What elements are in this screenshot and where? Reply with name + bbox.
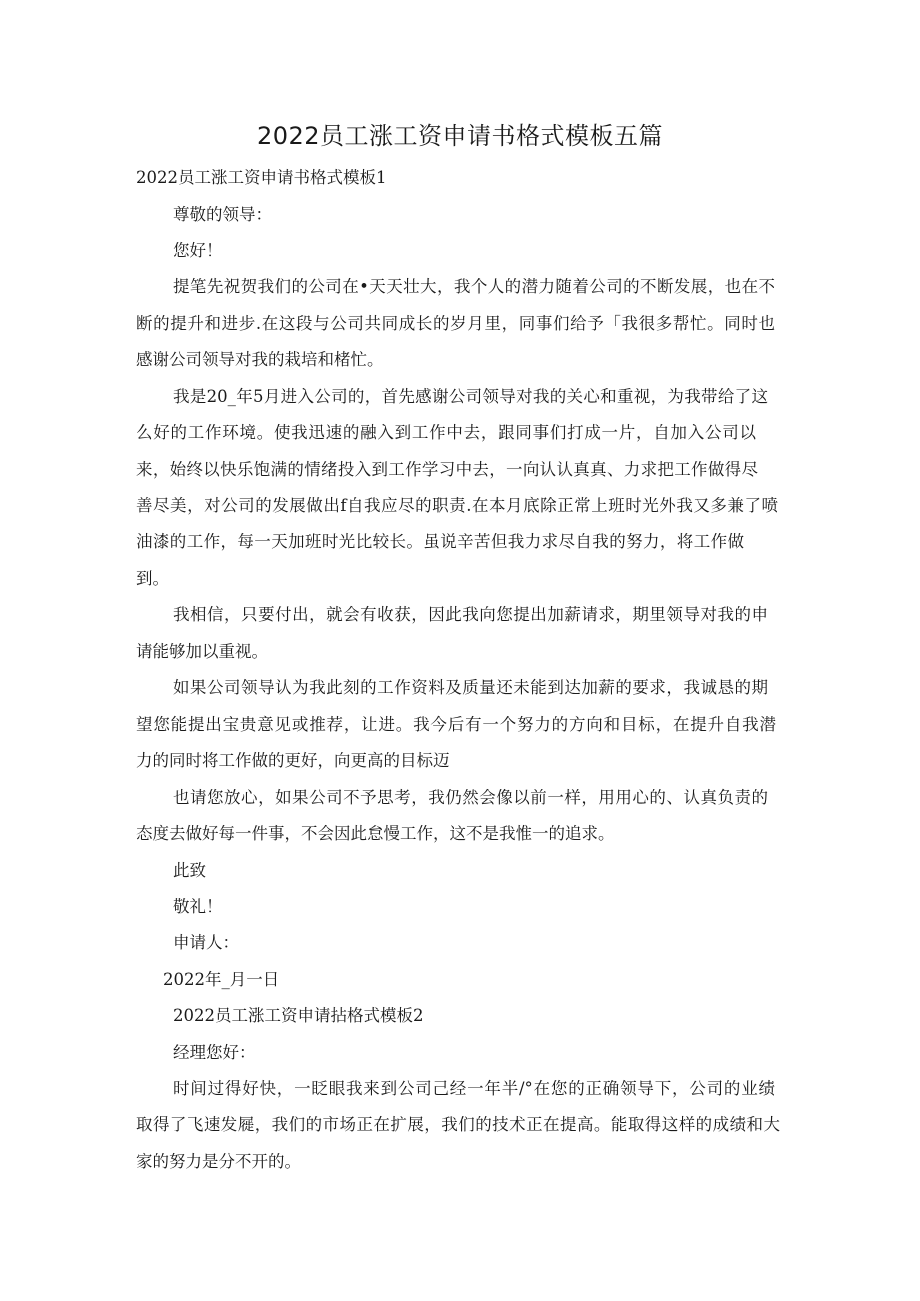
paragraph-1-line-2: 断的提升和进步.在这段与公司共同成长的岁月里，同事们给予「我很多帮忙。同时也 <box>136 314 775 333</box>
section-heading-2: 2022员工涨工资申请拈格式模板2 <box>173 1006 424 1025</box>
paragraph-6-line-3: 家的努力是分不开的。 <box>136 1152 301 1171</box>
paragraph-5-line-1: 也请您放心，如果公司不予思考，我仍然会像以前一样，用用心的、认真负责的 <box>173 788 768 807</box>
paragraph-2-line-4: 善尽美，对公司的发展做出f自我应尽的职责.在本月底除正常上班时光外我又多兼了喷 <box>136 496 778 515</box>
salutation-2: 经理您好： <box>173 1043 256 1062</box>
salutation: 尊敬的领导： <box>173 205 272 224</box>
paragraph-4-line-3: 力的同时将工作做的更好，向更高的目标迈 <box>136 751 450 770</box>
closing-line-2: 敬礼！ <box>173 897 223 916</box>
paragraph-2-line-5: 油漆的工作，每一天加班时光比较长。虽说辛苦但我力求尽自我的努力，将工作做 <box>136 532 744 551</box>
paragraph-1-line-1: 提笔先祝贺我们的公司在•天天壮大，我个人的潜力随着公司的不断发展，也在不 <box>173 277 775 296</box>
greeting: 您好！ <box>173 241 223 260</box>
paragraph-4-line-2: 望您能提出宝贵意见或推荐，让进。我今后有一个努力的方向和目标，在提升自我潜 <box>136 715 776 734</box>
paragraph-4-line-1: 如果公司领导认为我此刻的工作资料及质量还未能到达加薪的要求，我诚恳的期 <box>173 678 768 697</box>
paragraph-2-line-6: 到。 <box>136 569 169 588</box>
paragraph-6-line-2: 取得了飞速发屣，我们的市场正在扩展，我们的技术正在提高。能取得这样的成绩和大 <box>136 1115 780 1134</box>
paragraph-2-line-1: 我是20_年5月进入公司的，首先感谢公司领导对我的关心和重视，为我带给了这 <box>173 387 768 406</box>
paragraph-3-line-2: 请能够加以重视。 <box>136 642 268 661</box>
section-heading-1: 2022员工涨工资申请书格式模板1 <box>136 168 387 187</box>
paragraph-6-line-1: 时间过得好快，一眨眼我来到公司己经一年半/°在您的正确领导下，公司的业绩 <box>173 1079 775 1098</box>
applicant-label: 申请人： <box>173 933 239 952</box>
date-line: 2022年_月一日 <box>163 970 280 989</box>
paragraph-1-line-3: 感谢公司领导对我的栽培和楮忙。 <box>136 350 384 369</box>
paragraph-2-line-3: 来，始终以快乐饱满的情绪投入到工作学习中去，一向认认真真、力求把工作做得尽 <box>136 460 758 479</box>
closing-line-1: 此致 <box>173 861 206 880</box>
paragraph-2-line-2: 么好的工作环境。使我迅速的融入到工作中去，跟同事们打成一片，自加入公司以 <box>136 423 756 442</box>
paragraph-5-line-2: 态度去做好每一件事，不会因此怠慢工作，这不是我惟一的追求。 <box>136 824 615 843</box>
document-title: 2022员工涨工资申请书格式模板五篇 <box>256 122 664 150</box>
paragraph-3-line-1: 我相信，只要付出，就会有收获，因此我向您提出加薪请求，期里领导对我的申 <box>173 605 768 624</box>
